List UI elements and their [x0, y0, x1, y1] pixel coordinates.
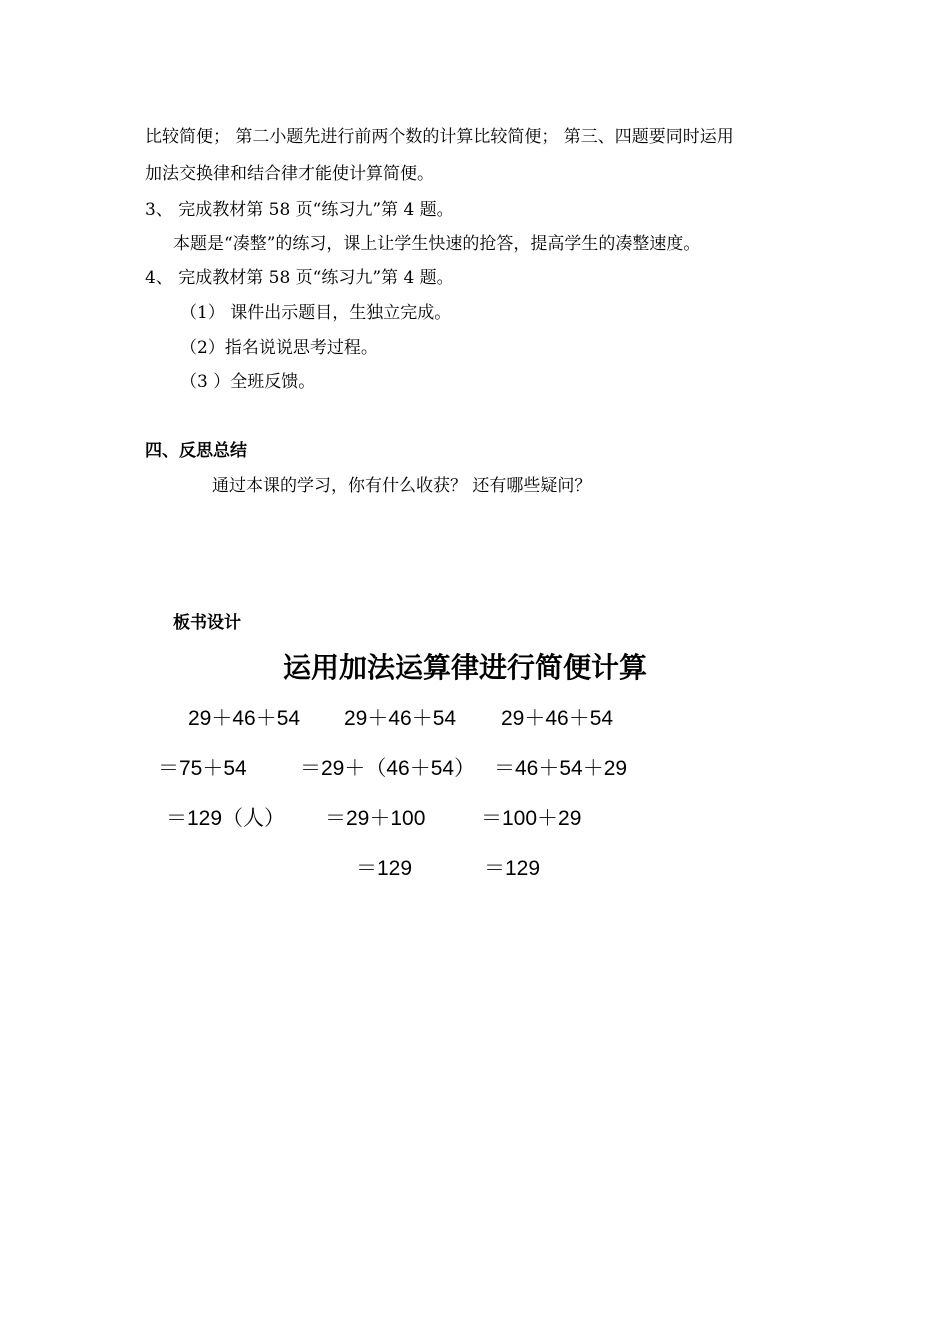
list-item-3-note: 本题是“凑整”的练习，课上让学生快速的抢答，提高学生的凑整速度。: [173, 234, 701, 254]
section-text: 通过本课的学习，你有什么收获？ 还有哪些疑问？: [212, 476, 592, 496]
calc-step: ＝129: [356, 857, 413, 880]
calc-step: 29＋46＋54: [344, 707, 457, 730]
calc-step: ＝75＋54: [158, 757, 247, 780]
calc-step: 29＋46＋54: [188, 707, 301, 730]
calc-step: ＝129（人）: [166, 807, 286, 830]
list-item-4: 4、 完成教材第 58 页“练习九”第 4 题。: [145, 268, 454, 288]
calc-step: ＝46＋54＋29: [494, 757, 628, 780]
section-heading: 四、反思总结: [145, 441, 247, 461]
calc-step: 29＋46＋54: [501, 707, 614, 730]
paragraph-line: 加法交换律和结合律才能使计算简便。: [145, 164, 434, 184]
board-title: 运用加法运算律进行简便计算: [282, 651, 647, 684]
list-item-3: 3、 完成教材第 58 页“练习九”第 4 题。: [145, 200, 454, 220]
sub-item-1: （1） 课件出示题目，生独立完成。: [180, 303, 452, 323]
calc-step: ＝29＋（46＋54）: [300, 757, 476, 780]
sub-item-3: （3 ）全班反馈。: [180, 372, 316, 392]
calc-step: ＝100＋29: [481, 807, 582, 830]
board-design-label: 板书设计: [173, 613, 241, 633]
calc-step: ＝29＋100: [325, 807, 426, 830]
calc-step: ＝129: [484, 857, 541, 880]
sub-item-2: （2）指名说说思考过程。: [180, 338, 378, 358]
paragraph-line: 比较简便； 第二小题先进行前两个数的计算比较简便； 第三、四题要同时运用: [145, 127, 734, 147]
